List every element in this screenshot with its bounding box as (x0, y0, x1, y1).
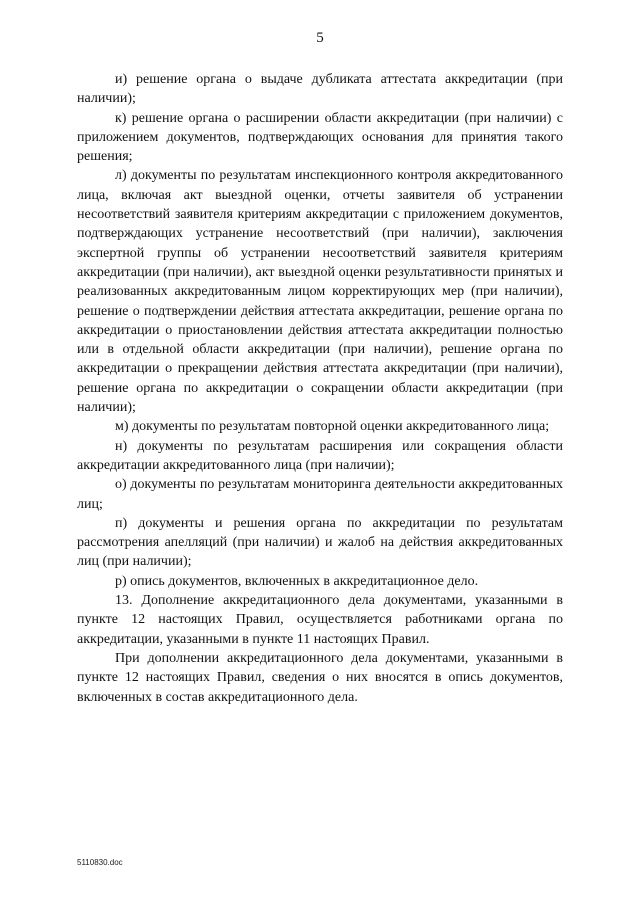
paragraph-item-m: м) документы по результатам повторной оценки аккредитованного лица; (115, 419, 550, 435)
paragraph-item-i: и) решение органа о выдаче дубликата аттестата аккредитации (при наличии); (77, 72, 563, 107)
paragraph-item-n: н) документы по результатам расширения или сокращения области аккредитации аккредитованного лица (при наличии); (77, 438, 563, 473)
paragraph-clause-13: 13. Дополнение аккредитационного дела документами, указанными в пункте 12 настоящих Правил, осуществляется работниками органа по аккредитации, указанными в пункте 11 настоящих Правил. (77, 593, 563, 647)
document-body (77, 70, 563, 707)
paragraph-item-r: р) опись документов, включенных в аккредитационное дело. (115, 573, 479, 589)
paragraph-item-l: л) документы по результатам инспекционного контроля аккредитованного лица, включая акт выездной оценки, отчеты заявителя об устранении несоответствий заявителя критериям аккредитации с приложением документов, подтверждающих устранение несоответствий (при наличии), заключения экспертной группы об устранении несоответствий заявителя критериям аккредитации (при наличии), акт выездной оценки результативности принятых и реализованных аккредитованным лицом корректирующих мер (при наличии), решение о подтверждении действия аттестата аккредитации, решение органа по аккредитации о приостановлении действия аттестата аккредитации полностью или в отдельной области аккредитации (при наличии), решение органа по аккредитации о прекращении действия аттестата аккредитации (при наличии), решение органа по аккредитации о сокращении области аккредитации (при наличии); (77, 168, 563, 416)
paragraph-item-p: п) документы и решения органа по аккредитации по результатам рассмотрения апелляций (при наличии) и жалоб на действия аккредитованных лиц (при наличии); (77, 515, 563, 570)
paragraph-clause-13-addendum: При дополнении аккредитационного дела документами, указанными в пункте 12 настоящих Правил, сведения о них вносятся в опись документов, включенных в состав аккредитационного дела. (77, 650, 563, 705)
page-number: 5 (316, 30, 324, 46)
paragraph-item-o: о) документы по результатам мониторинга деятельности аккредитованных лиц; (77, 477, 563, 512)
paragraph-item-k: к) решение органа о расширении области аккредитации (при наличии) с приложением документов, подтверждающих основания для принятия такого решения; (77, 110, 563, 165)
file-name-footer: 5110830.doc (77, 858, 123, 867)
